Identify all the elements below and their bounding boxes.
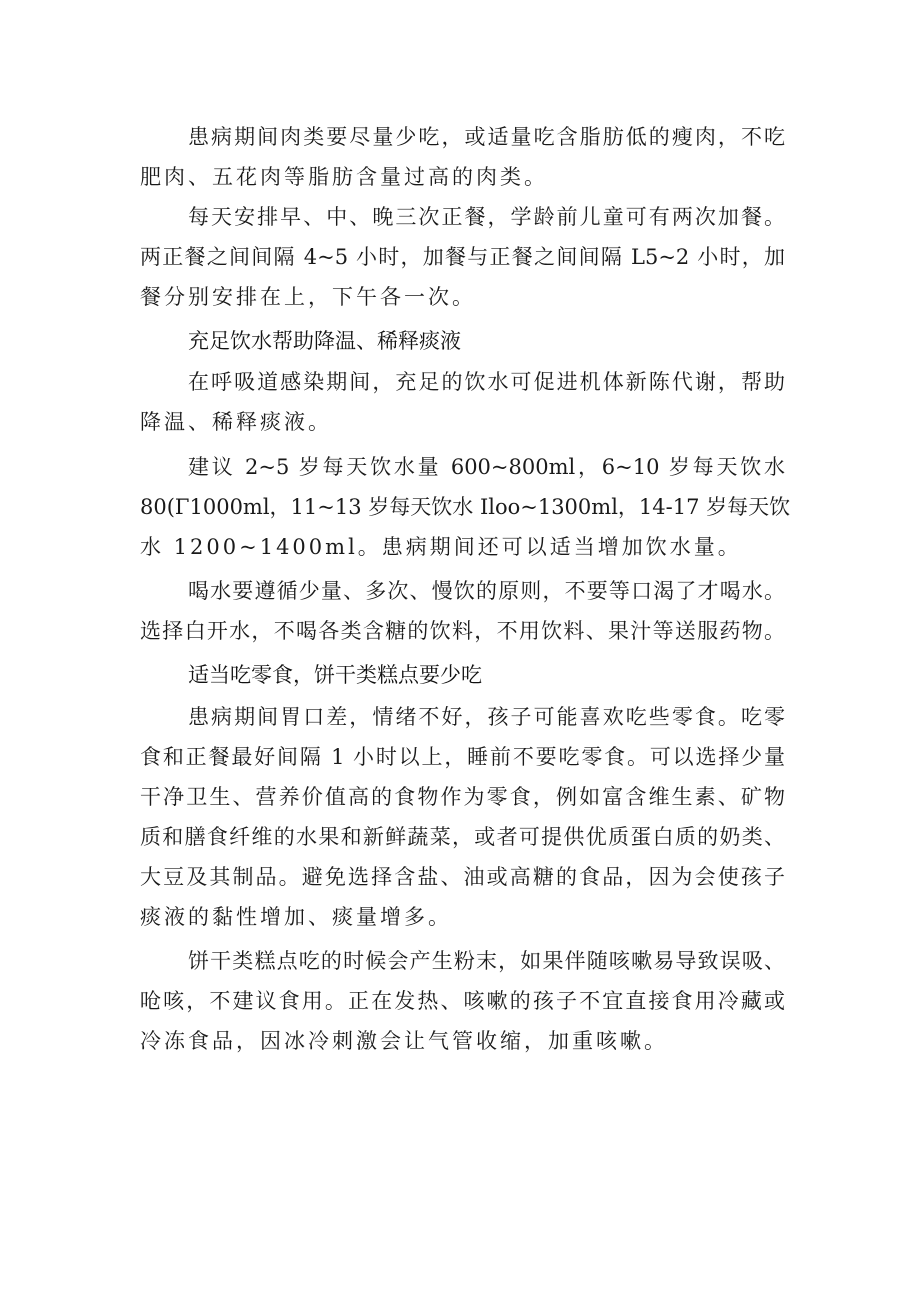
paragraph-line: 喝水要遵循少量、多次、慢饮的原则，不要等口渴了才喝水。 [188, 579, 785, 603]
paragraph-line: 患病期间肉类要尽量少吃，或适量吃含脂肪低的瘦肉，不吃 [188, 125, 785, 149]
paragraph-line: 餐分别安排在上，下午各一次。 [140, 285, 476, 309]
paragraph-line: 质和膳食纤维的水果和新鲜蔬菜，或者可提供优质蛋白质的奶类、 [140, 825, 785, 849]
paragraph-line: 痰液的黏性增加、痰量增多。 [140, 905, 452, 929]
paragraph-line: 两正餐之间间隔 4~5 小时，加餐与正餐之间间隔 L5~2 小时，加 [140, 245, 785, 269]
paragraph-line: 食和正餐最好间隔 1 小时以上，睡前不要吃零食。可以选择少量 [140, 745, 785, 769]
paragraph-line: 饼干类糕点吃的时候会产生粉末，如果伴随咳嗽易导致误吸、 [188, 949, 785, 973]
paragraph-line: 80(Γ1000ml，11~13 岁每天饮水 Iloo~1300ml，14-17 岁每天饮 [140, 495, 791, 519]
paragraph-line: 选择白开水，不喝各类含糖的饮料，不用饮料、果汁等送服药物。 [140, 619, 785, 643]
section-heading: 充足饮水帮助降温、稀释痰液 [188, 329, 461, 353]
paragraph-line: 在呼吸道感染期间，充足的饮水可促进机体新陈代谢，帮助 [188, 370, 785, 394]
paragraph-line: 大豆及其制品。避免选择含盐、油或高糖的食品，因为会使孩子 [140, 865, 785, 889]
paragraph-line: 干净卫生、营养价值高的食物作为零食，例如富含维生素、矿物 [140, 785, 785, 809]
paragraph-line: 肥肉、五花肉等脂肪含量过高的肉类。 [140, 165, 548, 189]
paragraph-line: 每天安排早、中、晚三次正餐，学龄前儿童可有两次加餐。 [188, 205, 785, 229]
paragraph-line: 建议 2~5 岁每天饮水量 600~800ml，6~10 岁每天饮水 [188, 455, 785, 479]
section-heading: 适当吃零食，饼干类糕点要少吃 [188, 663, 482, 687]
paragraph-line: 冷冻食品，因冰冷刺激会让气管收缩，加重咳嗽。 [140, 1029, 668, 1053]
paragraph-line: 呛咳，不建议食用。正在发热、咳嗽的孩子不宜直接食用冷藏或 [140, 989, 785, 1013]
paragraph-line: 水 1200~1400ml。患病期间还可以适当增加饮水量。 [140, 535, 742, 559]
paragraph-line: 降温、稀释痰液。 [140, 410, 332, 434]
paragraph-line: 患病期间胃口差，情绪不好，孩子可能喜欢吃些零食。吃零 [188, 705, 785, 729]
